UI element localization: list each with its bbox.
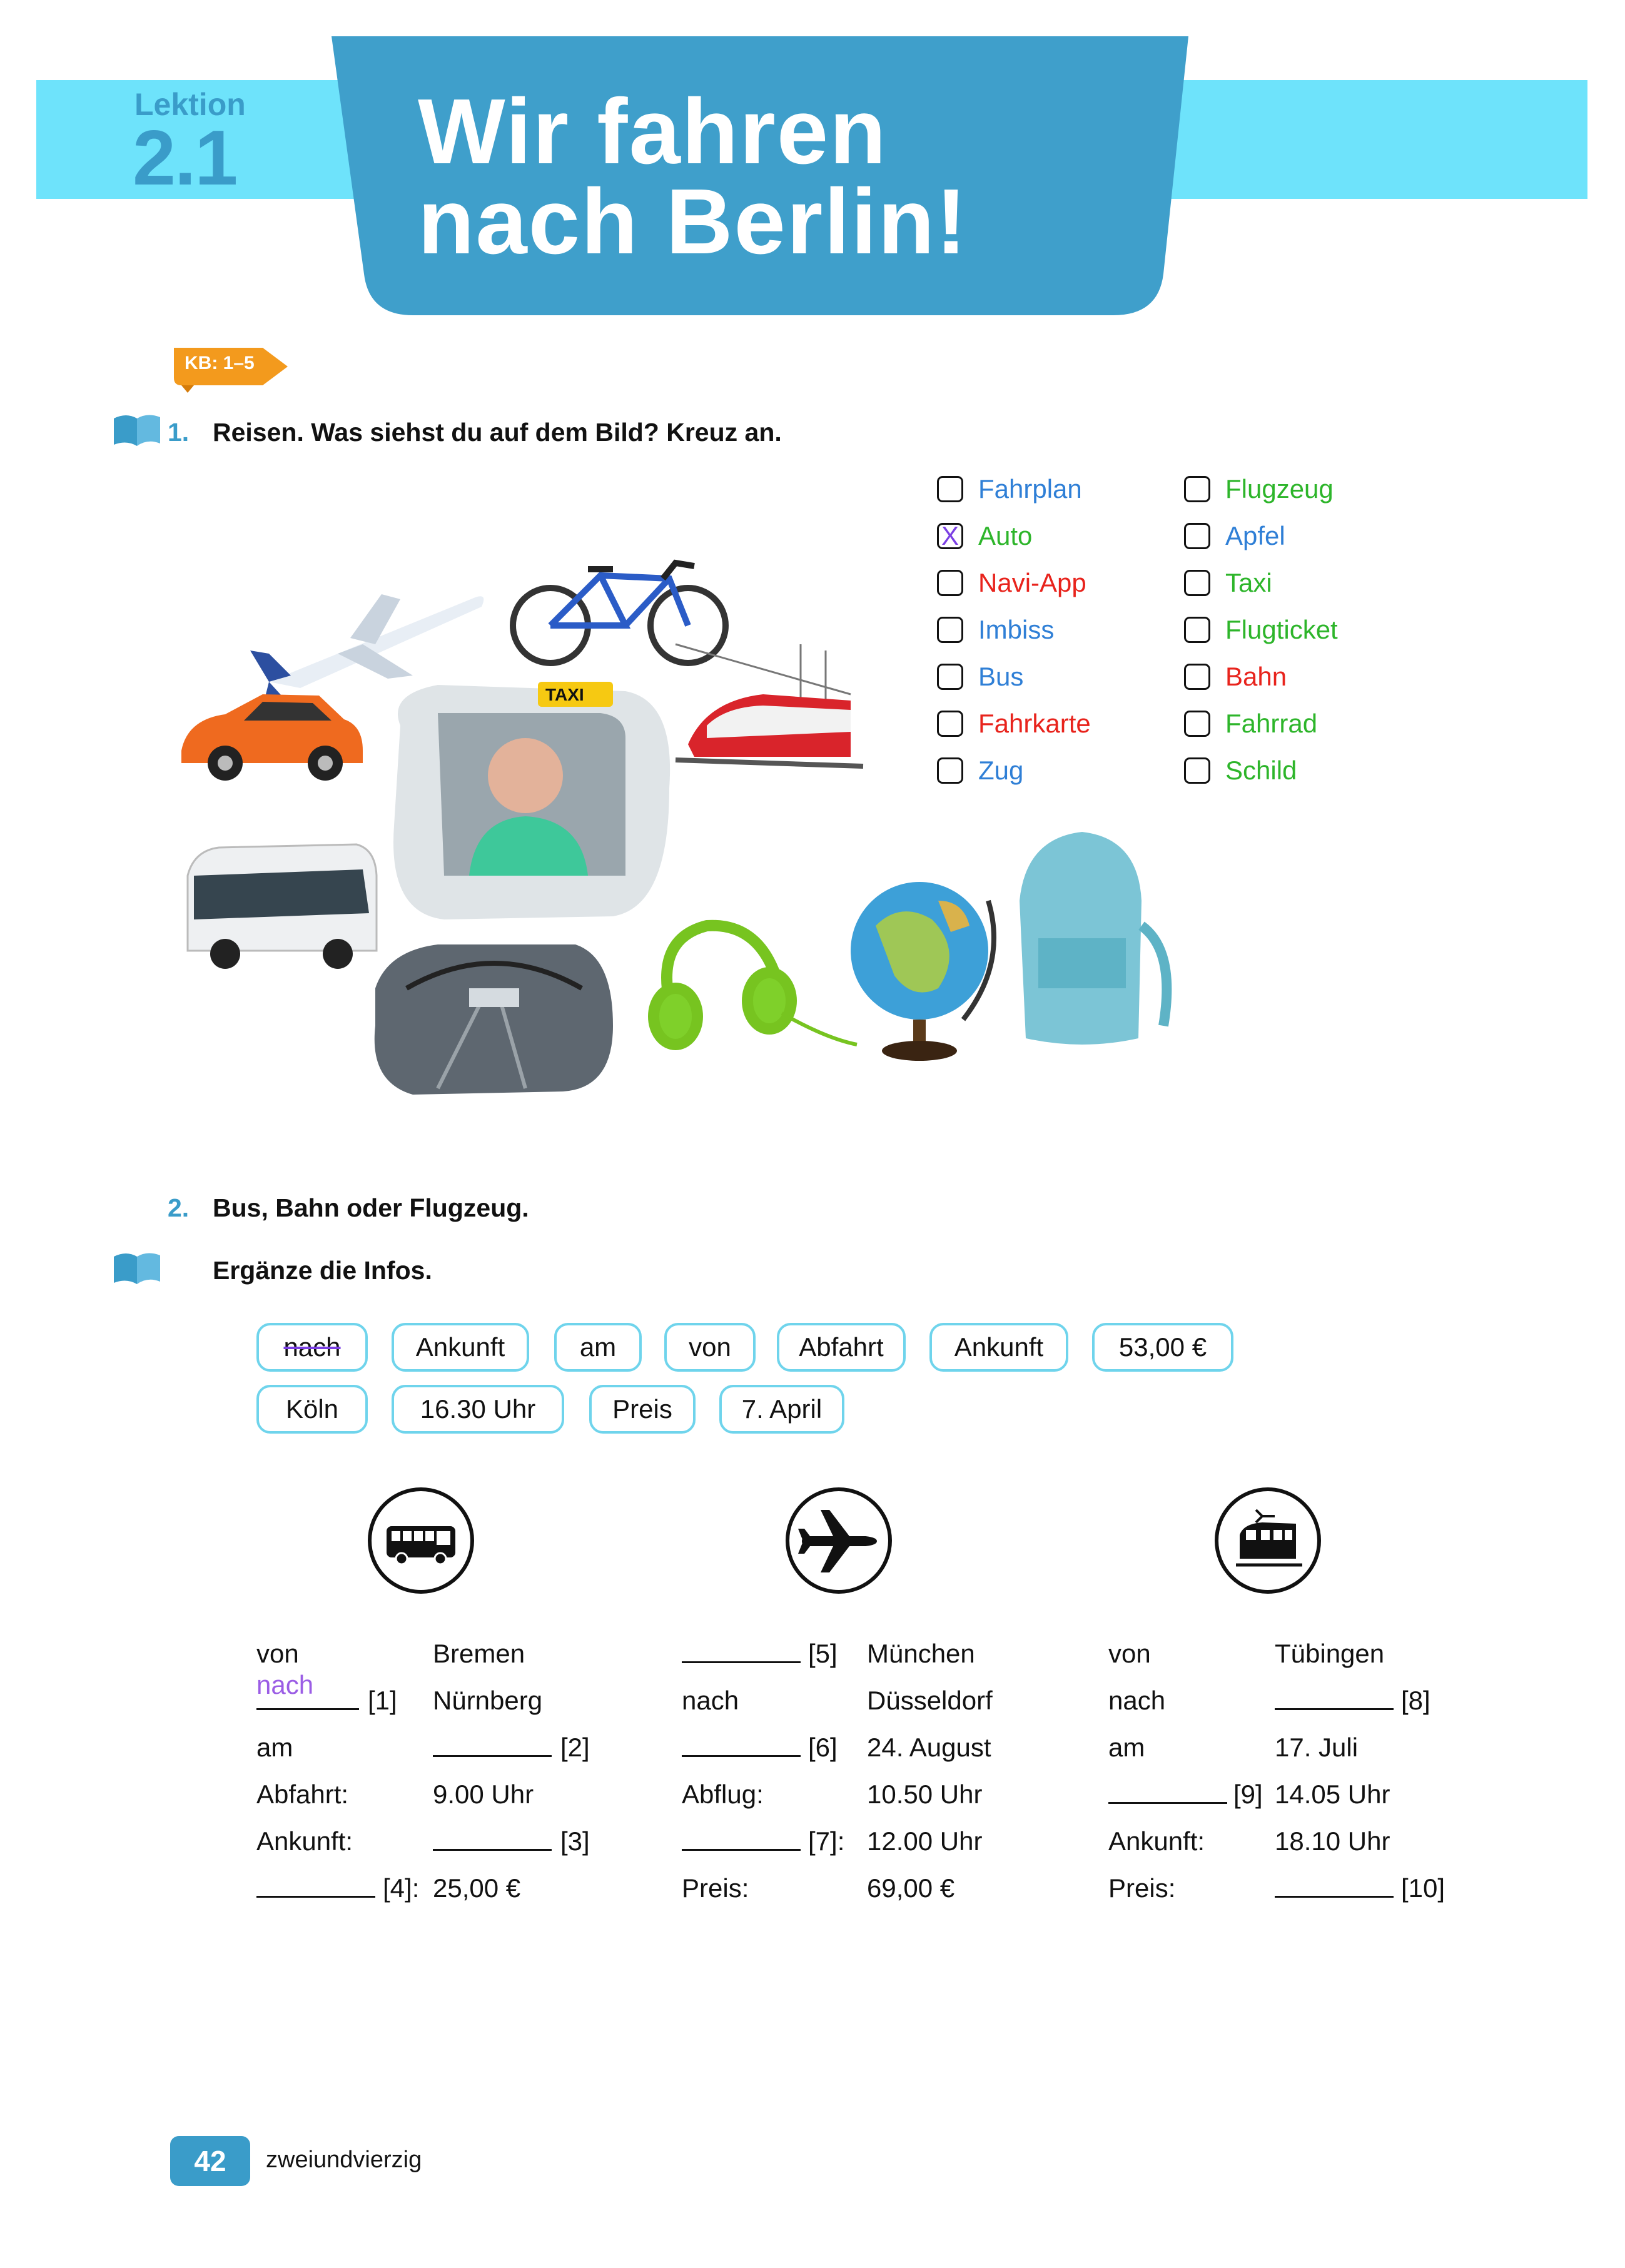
airplane-icon xyxy=(786,1487,892,1594)
word-box: Köln xyxy=(256,1385,368,1434)
train-label: von xyxy=(1108,1639,1151,1668)
page-title-line1: Wir fahren xyxy=(418,80,888,183)
car-picture xyxy=(181,694,363,781)
checkbox-label: Apfel xyxy=(1225,521,1285,550)
checkbox-item-schild[interactable] xyxy=(1184,752,1297,789)
blank-line[interactable] xyxy=(682,1639,801,1669)
task2-title: Bus, Bahn oder Flugzeug. xyxy=(213,1193,529,1222)
task2-instruction: Ergänze die Infos. xyxy=(213,1256,432,1285)
checkbox-label: Fahrrad xyxy=(1225,709,1318,738)
train-value: 17. Juli xyxy=(1275,1733,1359,1762)
blank-number: [8] xyxy=(1401,1686,1430,1715)
bus-value: 9.00 Uhr xyxy=(433,1779,534,1809)
checkbox-label: Taxi xyxy=(1225,568,1272,597)
train-label: Ankunft: xyxy=(1108,1826,1205,1856)
word-box: Abfahrt xyxy=(777,1323,906,1372)
word-box: 7. April xyxy=(719,1385,844,1434)
checkbox-label: Fahrkarte xyxy=(978,709,1091,738)
bus-value: Bremen xyxy=(433,1639,525,1668)
train-value: 14.05 Uhr xyxy=(1275,1779,1390,1809)
word-box: nach xyxy=(256,1323,368,1372)
checkbox-label: Schild xyxy=(1225,756,1297,785)
checkbox-item-fahrrad[interactable] xyxy=(1184,705,1317,742)
train-label: nach xyxy=(1108,1686,1166,1715)
word-box: von xyxy=(664,1323,756,1372)
task1-instruction: Reisen. Was siehst du auf dem Bild? Kreuz an. xyxy=(213,418,782,447)
blank-line[interactable] xyxy=(1275,1873,1394,1904)
page-title-line2: nach Berlin! xyxy=(418,170,968,273)
blank-line[interactable] xyxy=(1108,1779,1227,1810)
train-label: am xyxy=(1108,1733,1145,1762)
checkbox[interactable] xyxy=(937,476,963,502)
blank-line[interactable] xyxy=(256,1686,359,1716)
handwritten-answer: nach xyxy=(256,1670,314,1699)
checkbox-mark: X xyxy=(941,521,959,550)
blank-line[interactable] xyxy=(433,1826,552,1857)
blank-number: [2] xyxy=(560,1733,590,1762)
blank-number: [5] xyxy=(808,1639,838,1668)
taxi-sign-text: TAXI xyxy=(545,685,584,704)
blank-line[interactable] xyxy=(682,1733,801,1763)
checkbox-label: Zug xyxy=(978,756,1024,785)
checkbox-item-flugticket[interactable] xyxy=(1184,611,1338,649)
page-number-word: zweiundvierzig xyxy=(266,2147,422,2173)
word-box: Ankunft xyxy=(392,1323,529,1372)
kb-badge-text: KB: 1–5 xyxy=(185,353,255,373)
blank-line[interactable] xyxy=(1275,1686,1394,1716)
checkbox-label: Flugzeug xyxy=(1225,474,1334,504)
bus-icon xyxy=(368,1487,474,1594)
plane-value: München xyxy=(867,1639,975,1668)
checkbox[interactable] xyxy=(1184,476,1210,502)
page-number: 42 xyxy=(170,2136,250,2186)
task2-number: 2. xyxy=(168,1193,190,1222)
bicycle-picture xyxy=(513,563,726,663)
checkbox-item-auto[interactable] xyxy=(937,517,1032,555)
plane-label: Preis: xyxy=(682,1873,749,1903)
train-icon xyxy=(1215,1487,1321,1594)
bus-picture xyxy=(188,844,377,969)
bus-label: Abfahrt: xyxy=(256,1779,349,1809)
checkbox-label: Fahrplan xyxy=(978,474,1082,504)
plane-value: Düsseldorf xyxy=(867,1686,993,1715)
checkbox-item-apfel[interactable] xyxy=(1184,517,1285,555)
blank-number: [7]: xyxy=(808,1826,845,1856)
blank-number: [9] xyxy=(1233,1779,1263,1809)
blank-number: [1] xyxy=(368,1686,397,1715)
headphones-picture xyxy=(654,926,857,1045)
train-value: 18.10 Uhr xyxy=(1275,1826,1390,1856)
word-box: Ankunft xyxy=(929,1323,1068,1372)
bus-value: Nürnberg xyxy=(433,1686,543,1715)
plane-value: 10.50 Uhr xyxy=(867,1779,983,1809)
checkbox-label: Bahn xyxy=(1225,662,1287,691)
checkbox[interactable] xyxy=(1184,523,1210,549)
train-label: Preis: xyxy=(1108,1873,1176,1903)
checkbox-label: Bus xyxy=(978,662,1024,691)
lektion-label: Lektion xyxy=(134,87,246,122)
checkbox-label: Flugticket xyxy=(1225,615,1338,644)
plane-value: 12.00 Uhr xyxy=(867,1826,983,1856)
backpack-picture xyxy=(1020,832,1167,1045)
train-station-picture xyxy=(375,944,613,1095)
checkbox-label: Navi-App xyxy=(978,568,1086,597)
task1-number: 1. xyxy=(168,418,190,447)
plane-label: Abflug: xyxy=(682,1779,764,1809)
plane-value: 69,00 € xyxy=(867,1873,955,1903)
bus-label: am xyxy=(256,1733,293,1762)
train-value: Tübingen xyxy=(1275,1639,1385,1668)
blank-line[interactable] xyxy=(682,1826,801,1857)
checkbox-item-fahrplan[interactable] xyxy=(937,470,1082,508)
book-icon xyxy=(111,1248,163,1287)
blank-number: [3] xyxy=(560,1826,590,1856)
blank-number: [4]: xyxy=(383,1873,420,1903)
checkbox[interactable] xyxy=(937,523,963,549)
plane-label: nach xyxy=(682,1686,739,1715)
word-box: Preis xyxy=(589,1385,696,1434)
checkbox-label: Imbiss xyxy=(978,615,1055,644)
bus-label: Ankunft: xyxy=(256,1826,353,1856)
blank-line[interactable] xyxy=(433,1733,552,1763)
word-box: 16.30 Uhr xyxy=(392,1385,564,1434)
globe-picture xyxy=(851,882,994,1061)
plane-value: 24. August xyxy=(867,1733,991,1762)
bus-label: von xyxy=(256,1639,299,1668)
taxi-driver-picture xyxy=(393,682,670,919)
blank-number: [10] xyxy=(1401,1873,1445,1903)
checkbox-label: Auto xyxy=(978,521,1033,550)
word-box: am xyxy=(554,1323,642,1372)
travel-picture-collage xyxy=(175,550,1201,1101)
bus-value: 25,00 € xyxy=(433,1873,521,1903)
book-icon xyxy=(111,410,163,448)
checkbox-item-flugzeug[interactable] xyxy=(1184,470,1334,508)
lektion-number: 2.1 xyxy=(133,115,237,201)
blank-number: [6] xyxy=(808,1733,838,1762)
blank-line[interactable] xyxy=(256,1873,375,1904)
word-box: 53,00 € xyxy=(1092,1323,1233,1372)
